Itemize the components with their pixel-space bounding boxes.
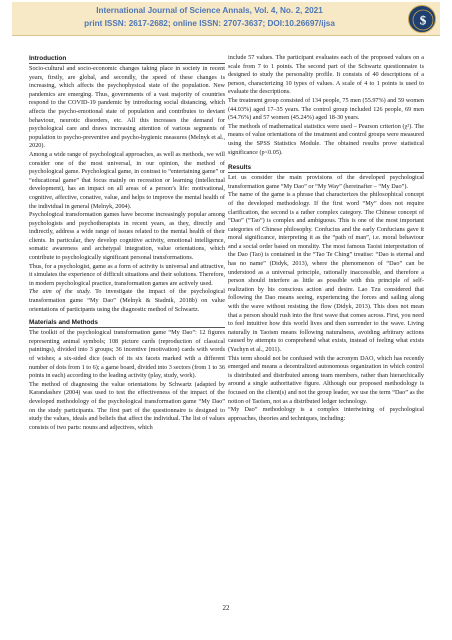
results-paragraph: The name of the game is a phrase that characterizes the philosophical concept of the developed methodology. If the first word “My” does not require clarification, the second is a rather complex category. The Chinese concept of “Dao” (“Tao”) is complex and ambiguous. This is one of the most important categories of Chinese philosophy. Confucius and the early Confucians gave it moral significance, interpreting it as the “path of man”, i.e. moral behaviour and a social order based on morality. The most famous Taoist interpretation of the Dao (Tao) is contained in the “Tao Te Ching” treatise: “Dao is eternal and has no name” (Didyk, 2013), where the phenomenon of “Dao” can be understood as a universal principle, rationally inaccessible, and therefore a person should interfere as little as possible with this principle of self-realization by his conscious action and desire. Lao Tzu considered that following the Dao means seeing, experiencing the forces and sailing along with the wave without resisting the flow (Didyk, 2013). This does not mean that a person should rush into the first wave that comes across. First, you need to feel intuitive how this world lives and then surrender to the wave. Living naturally in Taoism means following naturalness, avoiding arbitrary actions caused by attempts to comprehend what exists, instead of feeling what exists (Yachyn et al., 2011). xyxy=(228,191,424,353)
results-paragraph: This term should not be confused with the acronym DAO, which has recently emerged and means a decentralized autonomous organization in which control is distributed and distributed among team members, rather than hierarchically around a single authoritative figure. Although our proposed methodology is focused on the client(s) and not the group leader, we use the term “Dao” as the notion of Taoism, not as a distributed ledger technology. xyxy=(228,354,424,405)
intro-paragraph: Thus, for a psychologist, game as a form of activity is universal and attractive, it simulates the experience of difficult situations and their solutions. Therefore, in modern psychological practice, transformation games are actively used. xyxy=(29,262,225,287)
journal-seal-logo xyxy=(408,5,436,33)
journal-header xyxy=(12,2,440,36)
methods-paragraph: The method of diagnosing the value orientations by Schwartz (adapted by Karandashev (2004) was used to test the effectiveness of the impact of the developed methodology of the psychological transformation game “My Dao” on the study participants. The first part of the questionnaire is designed to study the values, ideals and beliefs that affect the individual. The list of values consists of two parts: nouns and adjectives, which xyxy=(29,380,225,431)
intro-paragraph: Psychological transformation games have become increasingly popular among psychologists and psychotherapists in recent years, as they, directly and indirectly, address a wide range of issues related to the mental health of their clients. In particular, they develop cognitive activity, emotional intelligence, somatic awareness and archetypal integration, value orientations, which contribute to psychologically significant personal transformations. xyxy=(29,211,225,262)
page-number: 22 xyxy=(222,604,230,612)
methods-paragraph: The toolkit of the psychological transformation game “My Dao”: 12 figures representing animal symbols; 108 picture cards (reproduction of classical paintings), divided into 3 groups; 36 incentive (motivation) cards with words of wishes; a six-sided dice (each of its six facets marked with a different number of dots from 1 to 6); a game board, divided into 3 sectors (from 1 to 36 points in each) according to the leading activity (play, study, work). xyxy=(29,329,225,380)
results-paragraph: Let us consider the main provisions of the developed psychological transformation game “My Dao” or “My Way” (hereinafter – “My Dao”). xyxy=(228,174,424,190)
svg-text:$: $ xyxy=(419,12,427,28)
journal-title: International Journal of Science Annals, Vol. 4, No. 2, 2021 xyxy=(96,6,323,15)
methods-continued-paragraph: The treatment group consisted of 134 people, 75 men (55.97%) and 59 women (44.03%) aged 17–35 years. The control group included 126 people, 69 men (54.76%) and 57 women (45.24%) aged 18-30 years. xyxy=(228,96,424,122)
aim-label: The aim of the study. xyxy=(29,288,91,296)
section-heading-results: Results xyxy=(228,163,424,173)
methods-continued-paragraph: The methods of mathematical statistics were used – Pearson criterion (χ²). The means of value orientations of the treatment and control groups were measured using the SPSS Statistics Module. The obtained results prove statistical significance (p<0.05). xyxy=(228,122,424,156)
section-heading-methods: Materials and Methods xyxy=(29,318,225,328)
intro-paragraph: Socio-cultural and socio-economic changes taking place in society in recent years, firstly, are global, and secondly, the speed of these changes is increasing, which affects the psychophysical state of the population. New pandemics are emerging. Thus, governments of a vast majority of countries respond to the COVID-19 pandemic by introducing social distancing, which affects the psycho-emotional state of population and contributes to deviant behaviour, neurotic disorders, etc. All this increases the demand for psychological care and draws increasing attention of various segments of population to psycho-preventive and psycho-hygienic measures (Melnyk et al., 2020). xyxy=(29,65,225,150)
methods-continued-paragraph: include 57 values. The participant evaluates each of the proposed values on a scale from 7 to 1 points. The second part of the Schwartz questionnaire is designed to study the personality profile. It consists of 40 descriptions of a person, characterizing 10 types of values. A scale of 4 to 1 points is used to evaluate the descriptions. xyxy=(228,54,424,96)
intro-paragraph: Among a wide range of psychological approaches, as well as methods, we will consider one of the most universal, in our opinion, the method of psychological game. Psychological game, in contrast to “entertaining game” or “educational game” that focus mainly on recreation or learning (intellectual development), has an impact on all areas of a person’s life: motivational, cognitive, affective, conative, value, and helps to improve the mental health of the individual in general (Melnyk, 2004). xyxy=(29,150,225,210)
left-column xyxy=(29,54,225,600)
journal-issn-doi: print ISSN: 2617-2682; online ISSN: 2707-3637; DOI:10.26697/ijsa xyxy=(84,19,335,28)
aim-paragraph xyxy=(29,288,225,314)
aim-text: To investigate the impact of the psychological transformation game “My Dao” (Melnyk & Stadnik, 2018b) on value orientations of participants using the diagnostic method of Schwartz. xyxy=(29,288,226,313)
results-paragraph: “My Dao” methodology is a complex intertwining of psychological approaches, theories and techniques, including: xyxy=(228,406,424,422)
right-column xyxy=(228,54,424,600)
section-heading-introduction: Introduction xyxy=(29,54,225,64)
